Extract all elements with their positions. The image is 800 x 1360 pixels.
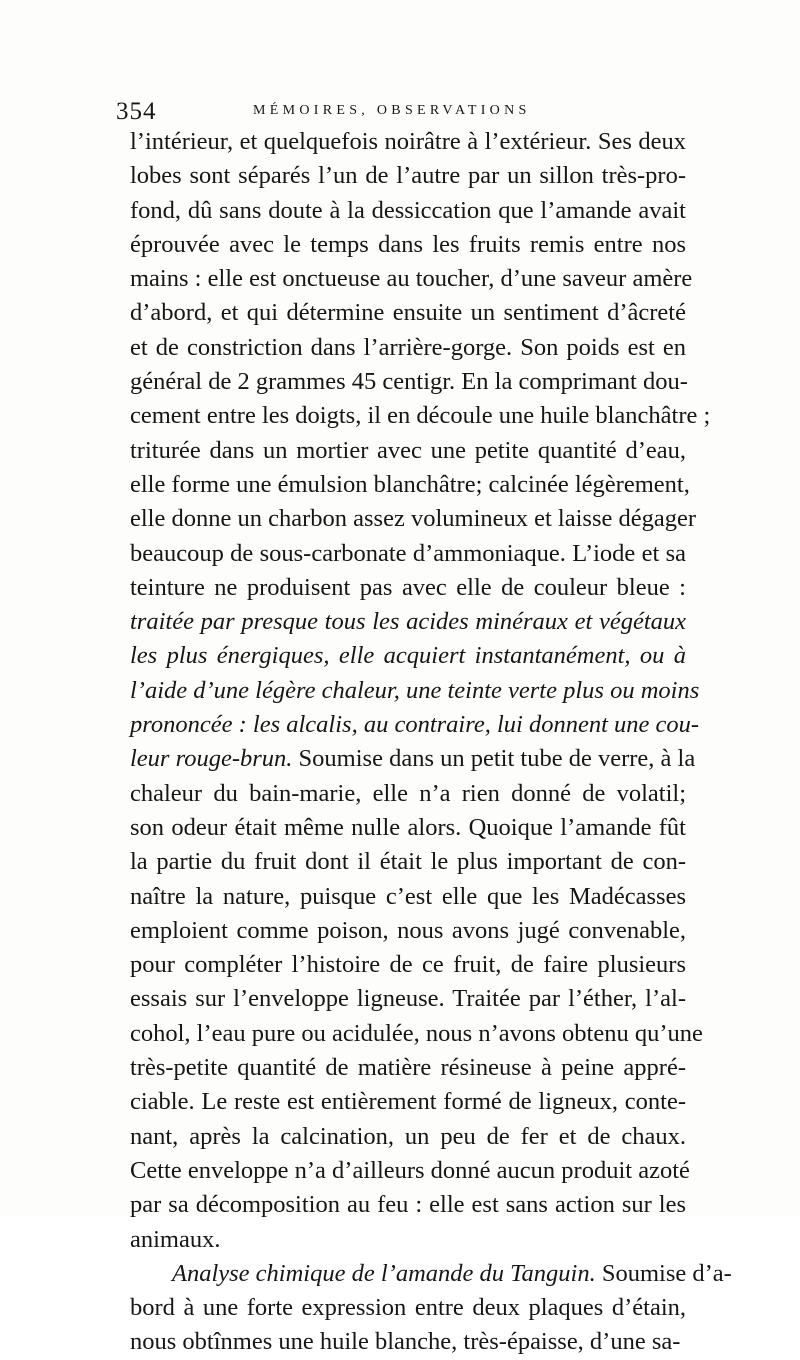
text-run: bord à une forte expression entre deux plaques d’étain, [130, 1294, 686, 1322]
text-run: animaux. [130, 1225, 221, 1253]
text-line [130, 1291, 686, 1325]
text-line [130, 331, 686, 365]
text-line [130, 982, 686, 1016]
text-run: elle forme une émulsion blanchâtre; calcinée légèrement, [130, 470, 690, 498]
text-line [130, 1120, 686, 1154]
italic-run: Analyse chimique de l’amande du Tanguin. [172, 1259, 596, 1287]
text-line [130, 571, 686, 605]
text-run: nant, après la calcination, un peu de fer et de chaux. [130, 1122, 686, 1150]
text-line [130, 1154, 690, 1188]
text-line [130, 125, 686, 159]
text-line [130, 159, 686, 193]
text-line [130, 399, 711, 433]
italic-run: l’aide d’une légère chaleur, une teinte verte plus ou moins [130, 676, 700, 704]
text-line [130, 845, 686, 879]
text-line [130, 468, 690, 502]
italic-run: leur rouge-brun. [130, 745, 293, 773]
text-line [130, 365, 686, 399]
text-run: très-petite quantité de matière résineuse à peine appré- [130, 1054, 686, 1082]
text-line [130, 537, 686, 571]
text-run: éprouvée avec le temps dans les fruits remis entre nos [130, 230, 686, 258]
text-line [130, 194, 686, 228]
text-run: beaucoup de sous-carbonate d’ammoniaque. L’iode et sa [130, 539, 686, 567]
text-run: fond, dû sans doute à la dessiccation que l’amande avait [130, 196, 686, 224]
text-run: cohol, l’eau pure ou acidulée, nous n’avons obtenu qu’une [130, 1019, 703, 1047]
text-run: et de constriction dans l’arrière-gorge. Son poids est en [130, 333, 686, 361]
body-text [130, 125, 732, 1360]
text-line [130, 777, 686, 811]
page-number: 354 [116, 98, 157, 125]
text-run: l’intérieur, et quelquefois noirâtre à l’extérieur. Ses deux [130, 128, 686, 155]
page-header [116, 96, 676, 126]
text-run: son odeur était même nulle alors. Quoique l’amande fût [130, 813, 686, 841]
text-run: la partie du fruit dont il était le plus important de con- [130, 848, 686, 876]
text-run: d’abord, et qui détermine ensuite un sentiment d’âcreté [130, 299, 686, 327]
italic-run: les plus énergiques, elle acquiert instantanément, ou à [130, 642, 686, 670]
text-line [130, 502, 697, 536]
text-line [130, 674, 700, 708]
text-line [130, 605, 686, 639]
text-line [130, 1257, 732, 1291]
text-line [130, 434, 686, 468]
text-run: nous obtînmes une huile blanche, très-épaisse, d’une sa- [130, 1328, 681, 1356]
text-line [130, 1223, 686, 1257]
text-line [130, 1188, 686, 1222]
text-run: pour compléter l’histoire de ce fruit, de faire plusieurs [130, 951, 686, 979]
text-run: chaleur du bain-marie, elle n’a rien donné de volatil; [130, 779, 686, 807]
italic-run: prononcée : les alcalis, au contraire, lui donnent une cou- [130, 711, 700, 739]
text-run: elle donne un charbon assez volumineux et laisse dégager [130, 505, 697, 533]
text-line [130, 1325, 686, 1359]
text-line [130, 811, 686, 845]
text-line [130, 1085, 686, 1119]
text-line [130, 296, 686, 330]
text-run: essais sur l’enveloppe ligneuse. Traitée par l’éther, l’al- [130, 985, 686, 1013]
text-line [130, 742, 696, 776]
text-run: teinture ne produisent pas avec elle de couleur bleue : [130, 573, 686, 601]
text-line [130, 948, 686, 982]
text-line [130, 262, 693, 296]
text-line [130, 880, 686, 914]
text-line [130, 708, 700, 742]
text-run: cement entre les doigts, il en découle une huile blanchâtre ; [130, 402, 711, 430]
text-line [130, 1017, 703, 1051]
italic-run: traitée par presque tous les acides minéraux et végétaux [130, 608, 686, 636]
text-run: mains : elle est onctueuse au toucher, d’une saveur amère [130, 265, 693, 293]
running-title: MÉMOIRES, OBSERVATIONS [253, 103, 531, 118]
text-run: triturée dans un mortier avec une petite quantité d’eau, [130, 436, 686, 464]
text-run: Soumise d’a- [595, 1259, 732, 1287]
text-line [130, 914, 686, 948]
text-run: emploient comme poison, nous avons jugé convenable, [130, 916, 686, 944]
text-line [130, 639, 686, 673]
text-run: général de 2 grammes 45 centigr. En la comprimant dou- [130, 368, 688, 396]
text-run: Cette enveloppe n’a d’ailleurs donné aucun produit azoté [130, 1156, 690, 1184]
text-run: lobes sont séparés l’un de l’autre par un sillon très-pro- [130, 162, 686, 190]
text-line [130, 228, 686, 262]
text-line [130, 1051, 686, 1085]
text-run: Soumise dans un petit tube de verre, à la [292, 745, 696, 773]
text-run: ciable. Le reste est entièrement formé de ligneux, conte- [130, 1088, 686, 1116]
text-run: par sa décomposition au feu : elle est sans action sur les [130, 1191, 686, 1219]
text-run: naître la nature, puisque c’est elle que les Madécasses [130, 882, 686, 910]
